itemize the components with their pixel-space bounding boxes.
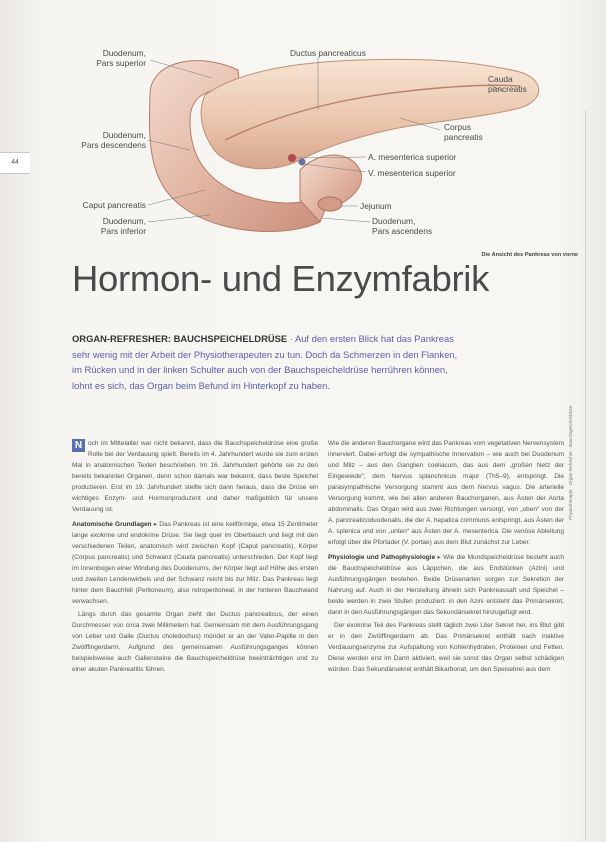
paragraph: Längs durch das gesamte Organ zieht der Ductus pancreaticus, der einen Durchmesser von circa zwei Millimetern hat. Gemeinsam mit dem Ausführungsgang von Leber und Galle (Ductus choledochus) mündet er an der Vater-Papille in den Zwölffingerdarm. Aufgrund des gemeinsamen Ausführungsganges können beispielsweise auch Gallensteine die Bauchspeicheldrüse beeinträchtigen und zu einer akuten Pankreatitis führen.: [72, 611, 318, 673]
label-jejunum: Jejunum: [360, 201, 392, 211]
side-note: Physiotherapie · Organ-Refresher · Bauchspeicheldrüse: [568, 405, 573, 520]
article-lead: [72, 331, 464, 393]
paragraph: [72, 438, 318, 515]
vessel-a: [288, 154, 296, 162]
label-cauda-pancreatis: Cauda pancreatis: [488, 74, 527, 94]
drop-cap: N: [72, 439, 85, 452]
page-number: 44: [0, 152, 30, 174]
section-heading: Anatomische Grundlagen: [72, 521, 152, 528]
vessel-v: [299, 159, 306, 166]
paragraph: [72, 519, 318, 607]
figure-caption: Die Ansicht des Pankreas von vorne: [481, 252, 578, 258]
label-duodenum-pars-descendens: Duodenum, Pars descendens: [81, 130, 146, 150]
label-duodenum-pars-inferior: Duodenum, Pars inferior: [100, 216, 146, 236]
paragraph: Der exokrine Teil des Pankreas stellt täglich zwei Liter Sekret her, ins Blut gibt er in den Zwölffingerdarm ab. Das Primärsekret enthält nach inaktive Verdauungsenzyme zur Aufspaltung von Kohlenhydraten, Proteinen und Fetten. Diese werden erst im Darm aktiviert, weil sie sonst das Organ selbst schädigen würden. Das Sekundärsekret enthält Bikarbonat, um den Speisebrei aus dem: [328, 622, 564, 673]
lead-text: Auf den ersten Blick hat das Pankreas sehr wenig mit der Arbeit der Physiotherapeuten zu tun. Doch da Schmerzen in den Flanken, im Rücken und in der linken Schulter auch von der Bauchspeicheldrüse herrühren können, lohnt es sich, das Organ beim Befund im Hinterkopf zu haben.: [72, 333, 458, 391]
article-kicker: ORGAN-REFRESHER: BAUCHSPEICHELDRÜSE: [72, 333, 288, 344]
label-ductus-pancreaticus: Ductus pancreaticus: [290, 48, 366, 58]
body-column-2: [328, 438, 564, 675]
label-duodenum-pars-ascendens: Duodenum, Pars ascendens: [372, 216, 433, 236]
kicker-separator: ·: [289, 333, 295, 344]
heading-bullet: ▸: [153, 521, 158, 528]
label-duodenum-pars-superior: Duodenum, Pars superior: [96, 48, 146, 68]
label-corpus-pancreatis: Corpus pancreatis: [444, 122, 483, 142]
paragraph-text: och im Mittelalter war nicht bekannt, dass die Bauchspeicheldrüse eine große Rolle bei der Verdauung spielt. Bereits im 4. Jahrhundert wurde sie zum ersten Mal in anatomischen Texten beschrieben. Im 16. Jahrhundert gehörte sie zu den bereits bekannten Organen, denn schon damals war bekannt, dass beste Speichel produzieren. Erst im 19. Jahrhundert stellte sich dann heraus, dass die Drüse ein wichtiges Enzym- und Hormonproduzent und daher maßgeblich für unsere Verdauung ist.: [72, 440, 318, 513]
label-v-mesenterica-superior: V. mesenterica superior: [368, 168, 456, 178]
section-heading: Physiologie und Pathophysiologie: [328, 554, 436, 561]
paragraph-text: Wie die Mundspeicheldrüse besteht auch die Bauchspeicheldrüse aus Läppchen, die aus Endstücken (Azini) und Ausführungsgängen bestehen. Beide Drüsenarten sorgen zur Sekretion der Nahrung auf. Auch in der Herstellung ähneln sich Pankreassaft und Speichel – beide werden in zwei Stufen produziert: in den Azini entsteht das Primärsekret, dann in den Ausführungsgängen das Sekundärsekret hinzugefügt wird.: [328, 554, 564, 616]
heading-bullet: ▸: [437, 554, 441, 561]
label-caput-pancreatis: Caput pancreatis: [82, 200, 146, 210]
jejunum-opening: [318, 197, 342, 211]
label-a-mesenterica-superior: A. mesenterica superior: [368, 152, 457, 162]
body-column-1: [72, 438, 318, 675]
paragraph: [328, 552, 564, 618]
paragraph-text: Das Pankreas ist eine keilförmige, etwa 15 Zentimeter lange exokrine und endokrine Drüse. Sie liegt quer im Oberbauch und liegt mit den verschiedenen Teilen, anatomisch wird zwischen Kopf (Caput pancreatis), Körper (Corpus pancreatis) und Schwanz (Cauda pancreatis) unterschieden. Der Kopf liegt im Innenbogen einer Windung des Duodenums, der Körper liegt auf Höhe des ersten und zweiten Lendenwirbels und der Schwanz reicht bis zur Milz. Das Pankreas liegt hinter dem Bauchfell (Peritoneum), also retroperitoneal, in der hinteren Bauchwand verwachsen.: [72, 521, 318, 605]
paragraph: Wie die anderen Bauchorgane wird das Pankreas vom vegetativen Nervensystem innerviert. Dabei erfolgt die sympathische Innervation – wie auch bei Duodenum und Milz – aus den Ganglien coeliacum, das aus dem „großen Netz der Eingeweide“, dem Nervus splanchnicus major (Th5–9), entspringt. Die parasympathische Versorgung stammt aus dem Nervus vagus. Die arterielle Versorgung kommt, wie bei allen anderen Bauchorganen, aus Ästen der Aorta abdominalis. Das Organ wird aus zwei Richtungen versorgt, von „oben“ von der A. pancreaticoduodenalis, die der A. hepatica communis entspringt, aus Ästen der A. splenica und von „unten“ aus Ästen der A. mesenterica. Die venöse Ableitung erfolgt über die Pfortader (V. portae) aus dem Blut zunächst zur Leber.: [328, 440, 564, 546]
article-title: Hormon- und Enzymfabrik: [72, 258, 490, 299]
